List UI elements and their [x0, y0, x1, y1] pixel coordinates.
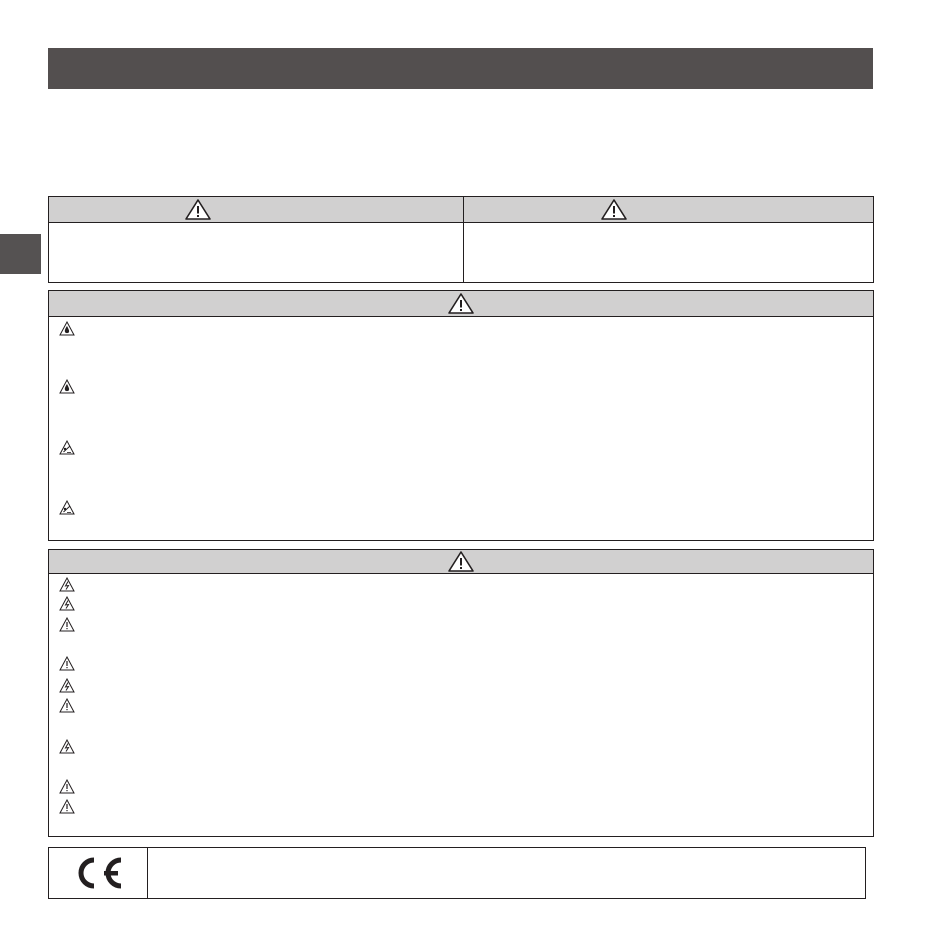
column-divider: [463, 197, 464, 282]
warning-list-box: [48, 549, 874, 837]
box-header-row: [49, 291, 873, 317]
electric-shock-icon: [59, 596, 75, 611]
caution-icon: [59, 656, 75, 671]
fall-hazard-icon: [59, 440, 75, 455]
warning-triangle-icon: [448, 293, 474, 314]
caution-icon: [59, 779, 75, 794]
caution-icon: [59, 617, 75, 632]
right-header-icon: [601, 199, 627, 220]
box-header-row: [49, 550, 873, 574]
electric-shock-icon: [59, 678, 75, 693]
page-title-bar: [48, 48, 873, 89]
electric-shock-icon: [59, 577, 75, 592]
ce-mark-cell: [49, 848, 148, 898]
danger-warning-box: [48, 196, 874, 283]
warning-triangle-icon: [601, 199, 627, 220]
fire-hazard-box: [48, 290, 874, 541]
caution-icon: [59, 698, 75, 713]
ce-mark-box: [48, 847, 866, 899]
intro-text: [48, 120, 873, 160]
ce-mark-icon: [68, 854, 128, 892]
section-side-tab: [0, 234, 41, 274]
left-header-icon: [185, 199, 211, 220]
warning-triangle-icon: [448, 551, 474, 572]
fire-icon: [59, 321, 75, 336]
fire-icon: [59, 379, 75, 394]
electric-shock-icon: [59, 739, 75, 754]
caution-icon: [59, 799, 75, 814]
fall-hazard-icon: [59, 500, 75, 515]
box-header-row: [49, 197, 873, 223]
warning-triangle-icon: [185, 199, 211, 220]
